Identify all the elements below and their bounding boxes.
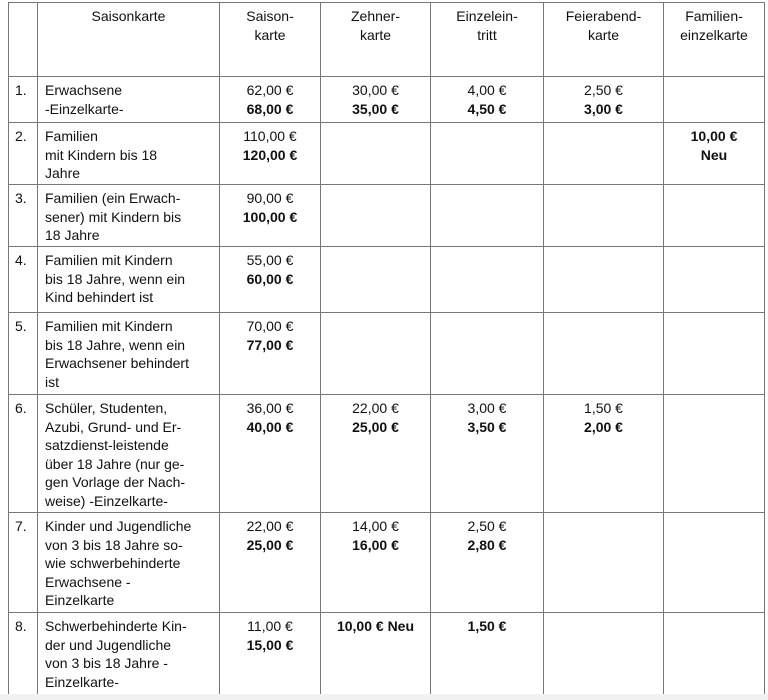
price-table [8,2,765,695]
category-line: gen Vorlage der Nach- [45,474,186,490]
table-row [9,313,765,395]
new-price: 25,00 € [246,536,294,553]
header-text: Saison- [246,8,294,24]
zehnerkarte-header [321,3,431,77]
new-price: 3,00 € [584,100,623,117]
old-price: 2,50 € [584,82,623,98]
einzeleintritt-price-cell [431,395,544,513]
new-price: 68,00 € [246,100,294,117]
row-category [38,313,220,395]
category-header [38,3,220,77]
zehnerkarte-price-cell [321,613,431,695]
familieneinzelkarte-header [664,3,765,77]
header-text: Einzelein- [456,8,518,24]
category-line: Azubi, Grund- und Er- [45,418,182,435]
feierabendkarte-price-cell [544,77,664,123]
row-category [38,247,220,313]
zehnerkarte-price-cell [321,513,431,613]
row-category [38,123,220,185]
old-price: 11,00 € [247,618,293,634]
saisonkarte-price-cell [220,77,321,123]
category-line: ist [45,373,59,390]
einzeleintritt-price-cell [431,313,544,395]
zehnerkarte-price-cell [321,185,431,247]
saisonkarte-price-cell [220,513,321,613]
row-number: 5. [9,313,38,395]
row-number: 7. [9,513,38,613]
page-edge [0,694,768,700]
number-header [9,3,38,77]
category-line: sener) mit Kindern bis [45,208,182,225]
category-line: von 3 bis 18 Jahre so- [45,536,183,553]
feierabendkarte-price-cell [544,185,664,247]
header-text: Zehner- [350,8,401,24]
table-row [9,613,765,695]
einzeleintritt-price-cell [431,77,544,123]
einzeleintritt-price-cell [431,123,544,185]
feierabendkarte-price-cell [544,395,664,513]
category-line: mit Kindern bis 18 [45,146,158,163]
einzeleintritt-price-cell [431,247,544,313]
table-row [9,77,765,123]
einzeleintritt-price-cell [431,185,544,247]
feierabendkarte-price-cell [544,613,664,695]
row-category [38,613,220,695]
table-row [9,395,765,513]
einzeleintritt-price-cell [431,613,544,695]
saisonkarte-price-cell [220,247,321,313]
header-text: karte [359,26,392,43]
row-category [38,513,220,613]
header-text: Feierabend- [565,8,642,24]
new-price: Neu [700,146,728,163]
category-line: Familien mit Kindern [45,252,173,268]
new-price: 35,00 € [352,100,399,117]
category-line: von 3 bis 18 Jahre - [45,655,168,671]
table-row [9,123,765,185]
new-price: 10,00 € Neu [336,618,415,634]
row-category [38,395,220,513]
new-price: 120,00 € [242,146,298,163]
category-line: Erwachsene - [45,573,131,590]
category-line: Schüler, Studenten, [45,400,168,416]
saisonkarte-price-cell [220,313,321,395]
saisonkarte-price-cell [220,395,321,513]
header-text: einzelkarte [680,26,748,43]
old-price: 110,00 € [243,128,297,144]
familieneinzelkarte-price-cell [664,77,765,123]
table-row [9,247,765,313]
new-price: 2,00 € [584,418,623,435]
old-price: 2,50 € [467,518,507,534]
category-line: über 18 Jahre (nur ge- [45,455,185,472]
feierabendkarte-price-cell [544,247,664,313]
table-row [9,185,765,247]
einzeleintritt-header [431,3,544,77]
category-line: der und Jugendliche [45,636,172,653]
category-line: Einzelkarte- [45,673,119,690]
old-price: 55,00 € [246,252,294,268]
category-line: Jahre [45,165,81,181]
zehnerkarte-price-cell [321,395,431,513]
old-price: 14,00 € [352,518,399,534]
feierabendkarte-price-cell [544,123,664,185]
category-line: Erwachsene [45,82,123,98]
old-price: 22,00 € [352,400,399,416]
old-price: 4,00 € [467,82,507,98]
saisonkarte-price-cell [220,123,321,185]
feierabendkarte-price-cell [544,513,664,613]
row-number: 4. [9,247,38,313]
zehnerkarte-price-cell [321,77,431,123]
category-line: Einzelkarte [45,592,115,608]
row-category [38,77,220,123]
old-price: 36,00 € [246,400,294,416]
old-price: 22,00 € [246,518,294,534]
zehnerkarte-price-cell [321,247,431,313]
zehnerkarte-price-cell [321,123,431,185]
saisonkarte-price-cell [220,185,321,247]
row-number: 6. [9,395,38,513]
new-price: 100,00 € [242,208,298,225]
row-number: 2. [9,123,38,185]
category-line: wie schwerbehinderte [45,555,181,571]
saisonkarte-price-cell [220,613,321,695]
new-price: 16,00 € [352,536,399,553]
category-line: Schwerbehinderte Kin- [45,618,187,634]
header-text: Saisonkarte [91,8,166,24]
header-row [9,3,765,77]
new-price: 77,00 € [246,336,294,353]
category-line: Familien mit Kindern [45,318,173,334]
new-price: 25,00 € [352,418,399,435]
feierabendkarte-price-cell [544,313,664,395]
new-price: 4,50 € [467,100,507,117]
header-text: Familien- [685,8,743,24]
familieneinzelkarte-price-cell [664,123,765,185]
familieneinzelkarte-price-cell [664,613,765,695]
header-text: karte [587,26,620,43]
old-price: 3,00 € [467,400,507,416]
row-number: 8. [9,613,38,695]
new-price: 15,00 € [246,636,294,653]
category-line: -Einzelkarte- [45,100,124,117]
old-price: 90,00 € [246,190,294,206]
einzeleintritt-price-cell [431,513,544,613]
familieneinzelkarte-price-cell [664,395,765,513]
new-price: 3,50 € [467,418,507,435]
header-text: tritt [477,26,497,43]
header-text: karte [254,26,286,43]
new-price: 1,50 € [467,618,507,634]
new-price: 40,00 € [246,418,294,435]
category-line: Kind behindert ist [45,289,154,305]
category-line: bis 18 Jahre, wenn ein [45,270,186,287]
row-number: 3. [9,185,38,247]
familieneinzelkarte-price-cell [664,247,765,313]
familieneinzelkarte-price-cell [664,185,765,247]
familieneinzelkarte-price-cell [664,313,765,395]
new-price: 60,00 € [246,270,294,287]
category-line: satzdienst-leistende [45,437,169,453]
table-row [9,513,765,613]
old-price: 1,50 € [584,400,623,416]
new-price: 2,80 € [467,536,507,553]
row-category [38,185,220,247]
category-line: bis 18 Jahre, wenn ein [45,336,186,353]
new-price: 10,00 € [690,128,738,144]
category-line: Kinder und Jugendliche [45,518,192,534]
category-line: Familien [45,128,98,144]
saisonkarte-header [220,3,321,77]
category-line: Familien (ein Erwach- [45,190,181,206]
old-price: 70,00 € [246,318,294,334]
category-line: weise) -Einzelkarte- [45,492,168,509]
familieneinzelkarte-price-cell [664,513,765,613]
feierabendkarte-header [544,3,664,77]
zehnerkarte-price-cell [321,313,431,395]
old-price: 62,00 € [246,82,294,98]
category-line: 18 Jahre [45,227,100,243]
row-number: 1. [9,77,38,123]
category-line: Erwachsener behindert [45,355,189,371]
old-price: 30,00 € [352,82,399,98]
